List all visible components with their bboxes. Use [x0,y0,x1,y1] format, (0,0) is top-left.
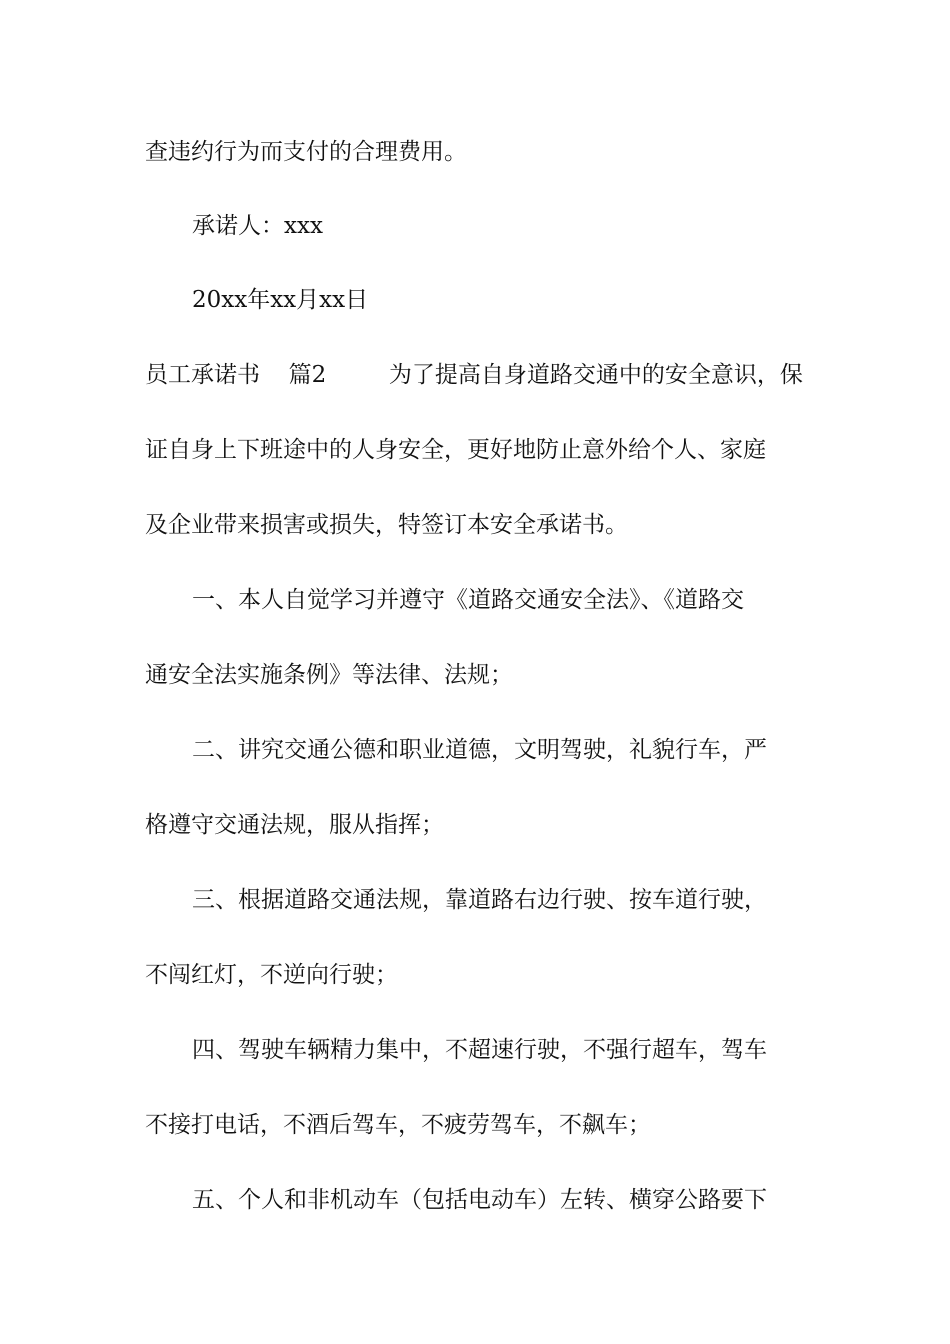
paragraph-line-7: 二、讲究交通公德和职业道德，文明驾驶，礼貌行车，严 [192,737,767,763]
date-line: 20xx年xx月xx日 [192,287,369,313]
signer-line: 承诺人：xxx [192,213,323,239]
paragraph-line-2: 为了提高自身道路交通中的安全意识，保 [388,362,803,388]
paragraph-line-3: 证自身上下班途中的人身安全，更好地防止意外给个人、家庭 [145,437,766,463]
paragraph-line-8: 格遵守交通法规，服从指挥； [145,812,444,838]
section-heading: 员工承诺书 [145,362,260,388]
section-heading-line [145,355,815,395]
paragraph-line-5: 一、本人自觉学习并遵守《道路交通安全法》、《道路交 [192,587,744,613]
section-number: 篇2 [288,362,327,388]
paragraph-line-6: 通安全法实施条例》等法律、法规； [145,662,513,688]
paragraph-line-13: 五、个人和非机动车（包括电动车）左转、横穿公路要下 [192,1187,767,1213]
paragraph-line-9: 三、根据道路交通法规，靠道路右边行驶、按车道行驶， [192,887,767,913]
paragraph-line-4: 及企业带来损害或损失，特签订本安全承诺书。 [145,512,628,538]
paragraph-line-12: 不接打电话，不酒后驾车，不疲劳驾车，不飙车； [145,1112,651,1138]
paragraph-line-10: 不闯红灯，不逆向行驶； [145,962,398,988]
paragraph-line-1: 查违约行为而支付的合理费用。 [145,139,467,165]
paragraph-line-11: 四、驾驶车辆精力集中，不超速行驶，不强行超车，驾车 [192,1037,767,1063]
